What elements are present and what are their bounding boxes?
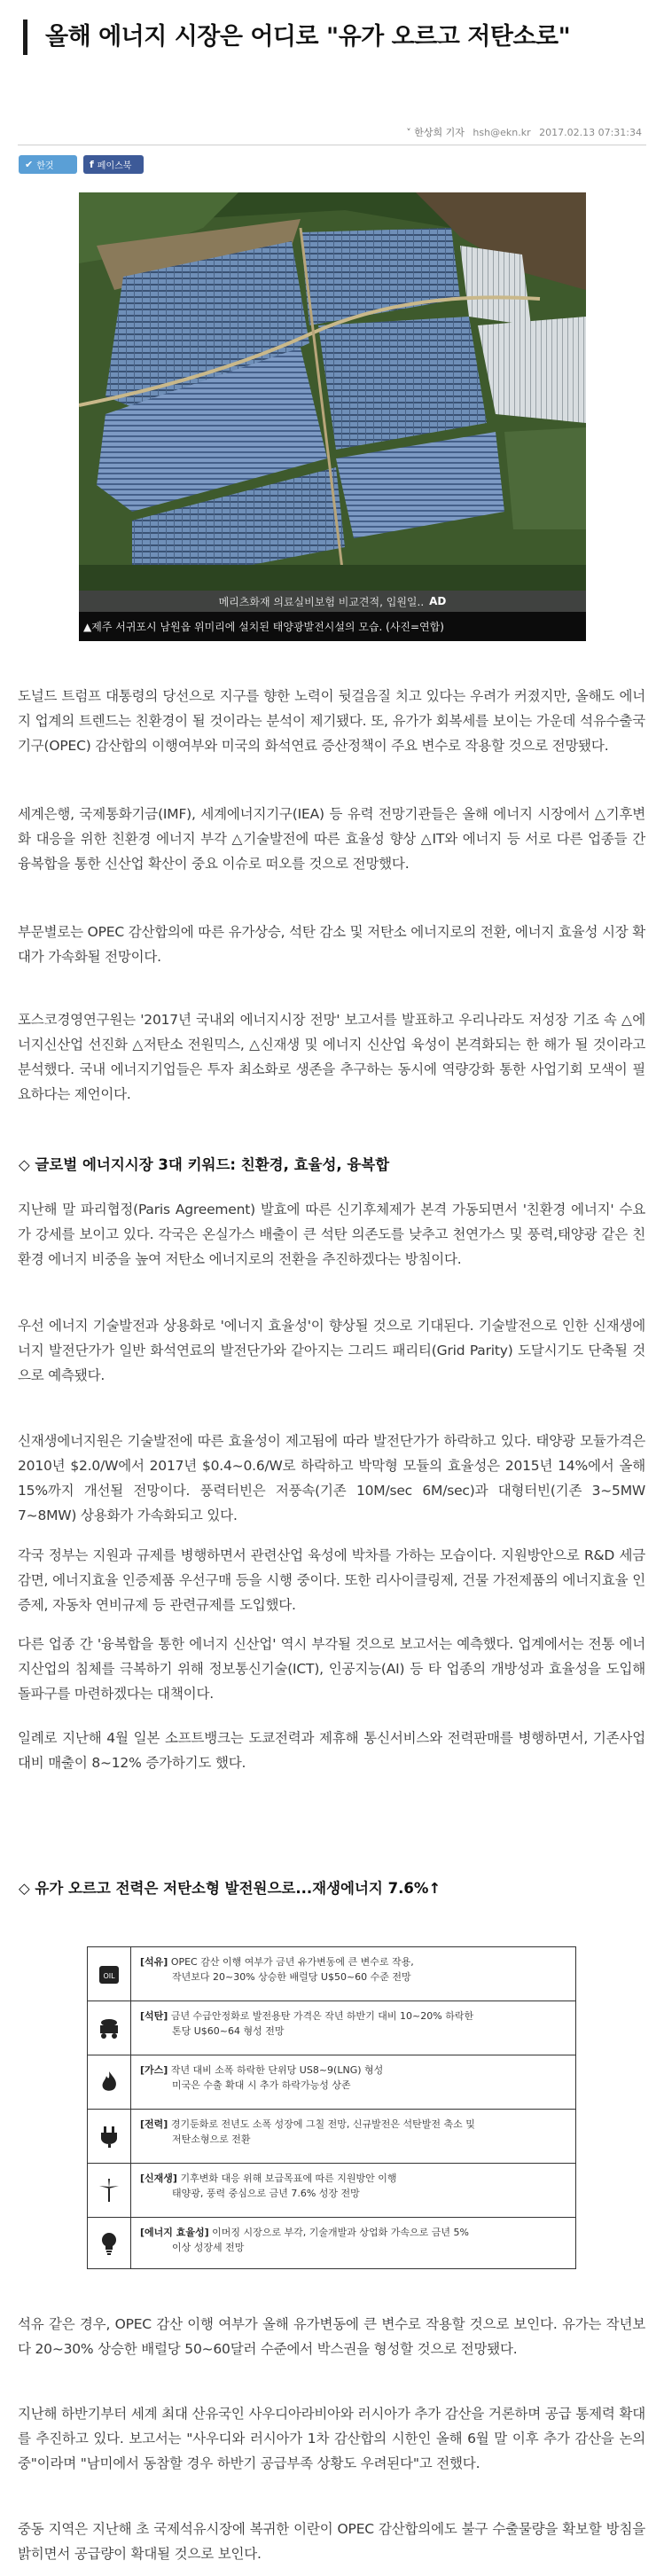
headline-block [23, 20, 664, 55]
twitter-share-button[interactable] [19, 155, 77, 174]
reporter-name: 한상희 기자 [414, 127, 465, 138]
facebook-share-button[interactable] [83, 155, 144, 174]
row-text: 미국은 수출 확대 시 추가 하락가능성 상존 [172, 2079, 351, 2091]
table-row [88, 2164, 575, 2217]
row-text: 금년 수급안정화로 발전용탄 가격은 작년 하반기 대비 10~20% 하락한 [170, 2010, 474, 2022]
table-row [88, 2055, 575, 2109]
row-text: 태양광, 풍력 중심으로 금년 7.6% 성장 전망 [172, 2188, 360, 2199]
gas-flame-icon [88, 2055, 131, 2109]
row-text: 저탄소형으로 전환 [172, 2134, 251, 2145]
row-text: 톤당 U$60~64 형성 전망 [172, 2025, 285, 2037]
reporter-email[interactable]: hsh@ekn.kr [473, 127, 531, 138]
publish-date: 2017.02.13 07:31:34 [539, 127, 642, 138]
chevron-down-icon: ˅ [406, 127, 411, 138]
row-label: [석유] [140, 1956, 168, 1968]
table-row [88, 1947, 575, 2001]
oil-barrel-icon [88, 1947, 131, 2001]
article-headline: 올해 에너지 시장은 어디로 "유가 오르고 저탄소로" [45, 23, 571, 51]
photo-caption: ▲제주 서귀포시 남원읍 위미리에 설치된 태양광발전시설의 모습. (사진=연합) [79, 612, 586, 641]
row-text: 이머징 시장으로 부각, 기술개발과 상업화 가속으로 금년 5% [212, 2227, 469, 2238]
section-heading-keywords: ◇ 글로벌 에너지시장 3대 키워드: 친환경, 효율성, 융복합 [19, 1156, 390, 1173]
coal-cart-icon [88, 2001, 131, 2055]
row-text: 경기둔화로 전년도 소폭 성장에 그칠 전망, 신규발전은 석탄발전 축소 및 [170, 2118, 475, 2130]
table-row [88, 2110, 575, 2163]
power-plug-icon [88, 2110, 131, 2163]
row-text: 작년 대비 소폭 하락한 단위당 US8~9(LNG) 형성 [170, 2064, 384, 2076]
paragraph: 다른 업종 간 '융복합을 통한 에너지 신산업' 역시 부각될 것으로 보고서는 예측했다. 업계에서는 전통 에너지산업의 침체를 극복하기 위해 정보통신기술(ICT), 인공지능(AI) 등 타 업종의 개방성과 효율성을 도입해 돌파구를 마련하겠다는 대책이다. [18, 1636, 645, 1702]
paragraph: 부문별로는 OPEC 감산합의에 따른 유가상승, 석탄 감소 및 저탄소 에너지로의 전환, 에너지 효율성 시장 확대가 가속화될 전망이다. [18, 924, 645, 965]
paragraph: 일례로 지난해 4월 일본 소프트뱅크는 도쿄전력과 제휴해 통신서비스와 전력판매를 병행하면서, 기존사업 대비 매출이 8~12% 증가하기도 했다. [18, 1730, 645, 1771]
wind-turbine-icon [88, 2164, 131, 2217]
facebook-share-label: 페이스북 [97, 161, 132, 171]
table-row [88, 2001, 575, 2055]
paragraph: 중동 지역은 지난해 초 국제석유시장에 복귀한 이란이 OPEC 감산합의에도 불구 수출물량을 확보할 방침을 밝히면서 공급량이 확대될 것으로 보인다. [18, 2521, 645, 2562]
paragraph: 지난해 하반기부터 세계 최대 산유국인 사우디아라비아와 러시아가 추가 감산을 거론하며 공급 통제력 확대를 추진하고 있다. 보고서는 "사우디와 러시아가 1차 감산합의 시한인 올해 6월 말 이후 추가 감산을 논의 중"이라며 "남미에서 동참할 경우 하반기 공급부족 상황도 우려된다"고 전했다. [18, 2406, 645, 2471]
photo-ad-text: 메리츠화재 의료실비보험 비교견적, 입원일.. [218, 595, 425, 608]
paragraph: 신재생에너지원은 기술발전에 따른 효율성이 제고됨에 따라 발전단가가 하락하고 있다. 태양광 모듈가격은 2010년 $2.0/W에서 2017년 $0.4~0.6/W로 하락하고 박막형 모듈의 효율성은 2015년 14%에서 올해 15%까지 개선될 전망이다. 풍력터빈은 저풍속(기존 10M/sec 6M/sec)과 대형터빈(기존 3~5MW 7~8MW) 상용화가 가속화되고 있다. [18, 1433, 645, 1523]
twitter-share-label: 한것 [36, 161, 54, 171]
energy-outlook-table [87, 1946, 576, 2269]
ad-badge: AD [429, 595, 447, 607]
row-label: [신재생] [140, 2173, 177, 2184]
section-heading-oil: ◇ 유가 오르고 전력은 저탄소형 발전원으로...재생에너지 7.6%↑ [19, 1880, 441, 1897]
svg-text:OIL: OIL [103, 1972, 115, 1980]
row-label: [전력] [140, 2118, 168, 2130]
article-photo [79, 192, 586, 641]
row-text: OPEC 감산 이행 여부가 금년 유가변동에 큰 변수로 작용, [170, 1956, 414, 1968]
table-row [88, 2218, 575, 2268]
row-text: 이상 성장세 전망 [172, 2242, 245, 2253]
row-label: [석탄] [140, 2010, 168, 2022]
paragraph: 지난해 말 파리협정(Paris Agreement) 발효에 따른 신기후체제가 본격 가동되면서 '친환경 에너지' 수요가 강세를 보이고 있다. 각국은 온실가스 배출이 큰 석탄 의존도를 낮추고 천연가스 및 풍력,태양광 같은 친환경 에너지 비중을 높여 저탄소 에너지로의 전환을 추진하겠다는 방침이다. [18, 1202, 646, 1267]
row-label: [에너지 효율성] [140, 2227, 209, 2238]
paragraph: 세계은행, 국제통화기금(IMF), 세계에너지기구(IEA) 등 유력 전망기관들은 올해 에너지 시장에서 △기후변화 대응을 위한 친환경 에너지 부각 △기술발전에 따른 효율성 향상 △IT와 에너지 등 서로 다른 업종들 간 융복합을 통한 신산업 확산이 중요 이슈로 떠오를 것으로 전망했다. [18, 806, 645, 872]
photo-ad-bar[interactable] [79, 591, 586, 612]
twitter-bird-icon: ✔ [25, 159, 34, 170]
efficiency-bulb-icon [88, 2218, 131, 2268]
row-text: 작년보다 20~30% 상승한 배럴당 U$50~60 수준 전망 [172, 1971, 411, 1983]
paragraph: 석유 같은 경우, OPEC 감산 이행 여부가 올해 유가변동에 큰 변수로 작용할 것으로 보인다. 유가는 작년보다 20~30% 상승한 배럴당 50~60달러 수준에서 박스권을 형성할 것으로 전망됐다. [18, 2316, 645, 2357]
facebook-icon: f [90, 159, 94, 170]
row-text: 기후변화 대응 위해 보급목표에 따른 지원방안 이행 [180, 2173, 397, 2184]
solar-farm-aerial-image [79, 192, 586, 591]
byline [406, 125, 642, 139]
paragraph: 우선 에너지 기술발전과 상용화로 '에너지 효율성'이 향상될 것으로 기대된다. 기술발전으로 인한 신재생에너지 발전단가가 일반 화석연료의 발전단가와 같아지는 그리드 패리티(Grid Parity) 도달시기도 단축될 것으로 예측됐다. [18, 1318, 645, 1383]
row-label: [가스] [140, 2064, 168, 2076]
paragraph: 각국 정부는 지원과 규제를 병행하면서 관련산업 육성에 박차를 가하는 모습이다. 지원방안으로 R&D 세금감면, 에너지효율 인증제품 우선구매 등을 시행 중이다. 또한 리사이클링제, 건물 가전제품의 에너지효율 인증제, 자동차 연비규제 등 관련규제를 도입했다. [18, 1547, 645, 1613]
paragraph: 포스코경영연구원는 '2017년 국내외 에너지시장 전망' 보고서를 발표하고 우리나라도 저성장 기조 속 △에너지신산업 선진화 △저탄소 전원믹스, △신재생 및 에너지 신산업 육성이 본격화되는 한 해가 될 것이라고 분석했다. 국내 에너지기업들은 투자 최소화로 생존을 추구하는 동시에 역량강화 통한 사업기회 모색이 필요하다는 제언이다. [18, 1012, 645, 1102]
paragraph: 도널드 트럼프 대통령의 당선으로 지구를 향한 노력이 뒷걸음질 치고 있다는 우려가 커졌지만, 올해도 에너지 업계의 트렌드는 친환경이 될 것이라는 분석이 제기됐다. 또, 유가가 회복세를 보이는 가운데 석유수출국기구(OPEC) 감산합의 이행여부와 미국의 화석연료 증산정책이 주요 변수로 작용할 것으로 전망됐다. [18, 688, 645, 754]
